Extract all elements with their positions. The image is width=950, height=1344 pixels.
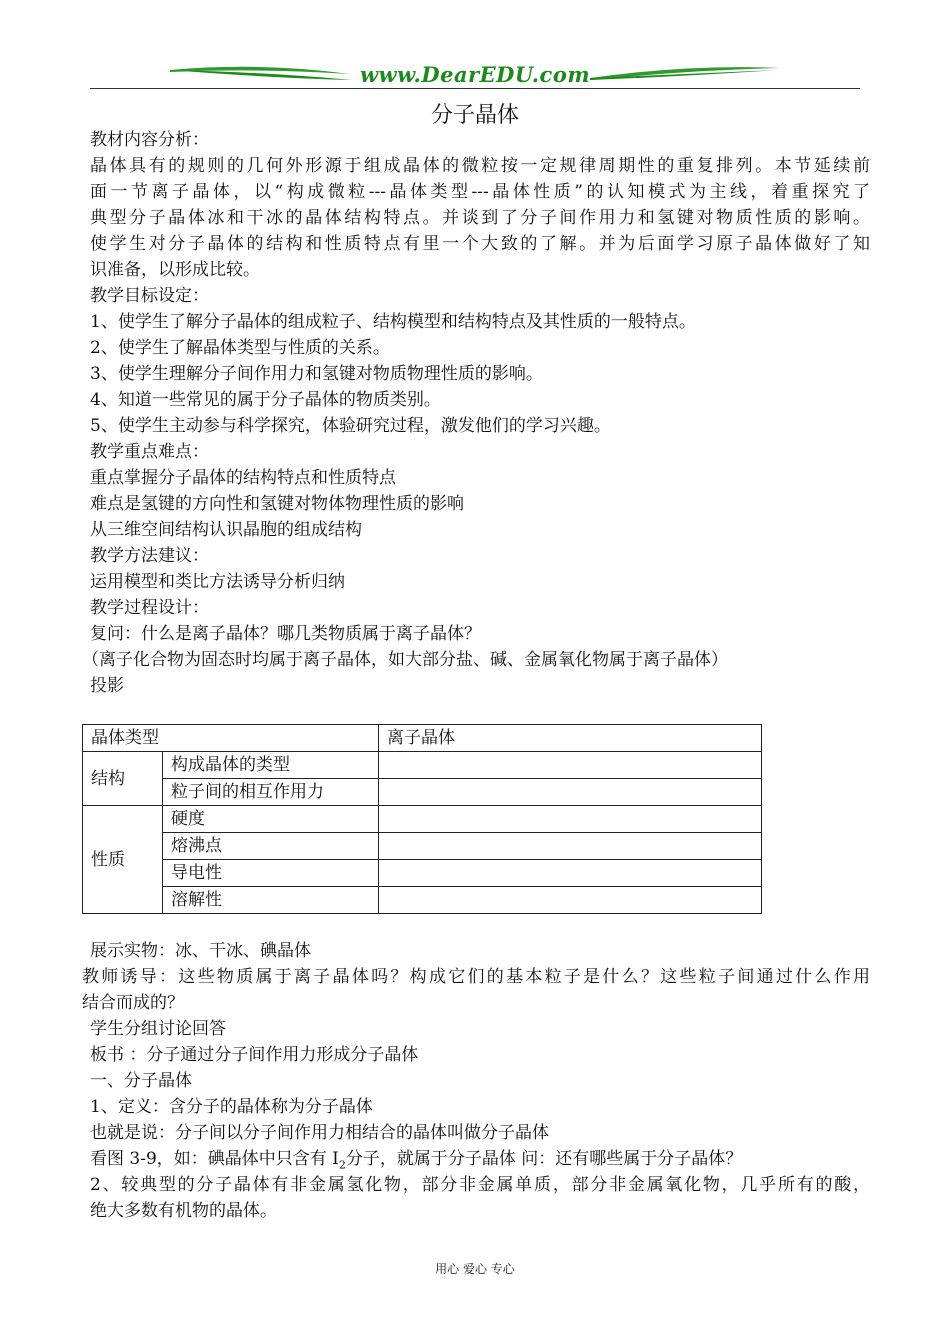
text-line [90,1146,870,1172]
table-cell-empty [379,860,762,887]
text-line: 面一节离子晶体，以“构成微粒---晶体类型---晶体性质”的认知模式为主线，着重探究了 [90,182,870,202]
text-line: 教材内容分析： [90,130,209,150]
table-cell: 熔沸点 [163,833,379,860]
table-cell: 粒子间的相互作用力 [163,779,379,806]
table-row [83,860,762,887]
text-line: 教学过程设计： [90,598,209,618]
text-line: 1、使学生了解分子晶体的组成粒子、结构模型和结构特点及其性质的一般特点。 [90,312,696,332]
text-line: 运用模型和类比方法诱导分析归纳 [90,572,345,592]
site-logo-text[interactable]: www.DearEDU.com [359,62,591,87]
table-cell: 构成晶体的类型 [163,752,379,779]
text-line: 4、知道一些常见的属于分子晶体的物质类别。 [90,390,441,410]
text-line: 教学方法建议： [90,546,209,566]
table-row [83,725,762,752]
text-line: （离子化合物为固态时均属于离子晶体，如大部分盐、碱、金属氧化物属于离子晶体） [82,650,728,670]
body-text [82,127,870,699]
table-cell-empty [379,752,762,779]
text-line: 识准备，以形成比较。 [90,260,260,280]
table-cell: 导电性 [163,860,379,887]
text-line: 板书 ：分子通过分子间作用力形成分子晶体 [90,1045,419,1065]
table-row [83,752,762,779]
text-line: 一、分子晶体 [90,1071,192,1091]
subscript: 2 [338,1158,346,1172]
text-line: 展示实物：冰、干冰、碘晶体 [90,941,311,961]
text-line: 投影 [90,676,124,696]
text-span: 看图 3-9，如：碘晶体中只含有 I [90,1149,339,1169]
text-line: 教学目标设定： [90,286,209,306]
table-cell-empty [379,887,762,914]
table-group-label: 性质 [83,806,163,914]
text-line: 教师诱导：这些物质属于离子晶体吗？构成它们的基本粒子是什么？这些粒子间通过什么作用 [82,967,870,987]
table-cell: 硬度 [163,806,379,833]
text-line: 结合而成的？ [82,993,184,1013]
table-cell-empty [379,806,762,833]
text-line: 难点是氢键的方向性和氢键对物体物理性质的影响 [90,494,464,514]
table-header-cell: 离子晶体 [379,725,762,752]
text-line: 3、使学生理解分子间作用力和氢键对物质物理性质的影响。 [90,364,543,384]
text-line: 5、使学生主动参与科学探究，体验研究过程，激发他们的学习兴趣。 [90,416,611,436]
text-line: 复问：什么是离子晶体？哪几类物质属于离子晶体？ [90,624,481,644]
table-group-label: 结构 [83,752,163,806]
site-header [90,58,860,92]
table-cell: 溶解性 [163,887,379,914]
table-row [83,806,762,833]
text-line: 2、使学生了解晶体类型与性质的关系。 [90,338,390,358]
text-line: 2、较典型的分子晶体有非金属氢化物，部分非金属单质，部分非金属氧化物，几乎所有的酸， [90,1175,870,1195]
text-line: 学生分组讨论回答 [90,1019,226,1039]
table-row [83,833,762,860]
text-line: 晶体具有的规则的几何外形源于组成晶体的微粒按一定规律周期性的重复排列。本节延续前 [90,156,870,176]
header-divider [90,88,860,89]
table-cell-empty [379,779,762,806]
text-line: 使学生对分子晶体的结构和性质特点有里一个大致的了解。并为后面学习原子晶体做好了知 [90,234,870,254]
text-line: 教学重点难点： [90,442,209,462]
text-line: 典型分子晶体冰和干冰的晶体结构特点。并谈到了分子间作用力和氢键对物质性质的影响。 [90,208,870,228]
page-footer: 用心 爱心 专心 [435,1262,515,1276]
table-cell-empty [379,833,762,860]
text-line: 也就是说：分子间以分子间作用力相结合的晶体叫做分子晶体 [90,1123,549,1143]
body-text-continued [82,938,870,1224]
table-header-cell: 晶体类型 [83,725,379,752]
comparison-table [82,724,762,914]
text-line: 1、定义：含分子的晶体称为分子晶体 [90,1097,373,1117]
table-row [83,887,762,914]
text-line: 重点掌握分子晶体的结构特点和性质特点 [90,468,396,488]
text-span: 分子，就属于分子晶体 问：还有哪些属于分子晶体？ [345,1149,743,1169]
page-title: 分子晶体 [430,103,519,128]
text-line: 绝大多数有机物的晶体。 [90,1201,277,1221]
text-line: 从三维空间结构认识晶胞的组成结构 [90,520,362,540]
table-row [83,779,762,806]
